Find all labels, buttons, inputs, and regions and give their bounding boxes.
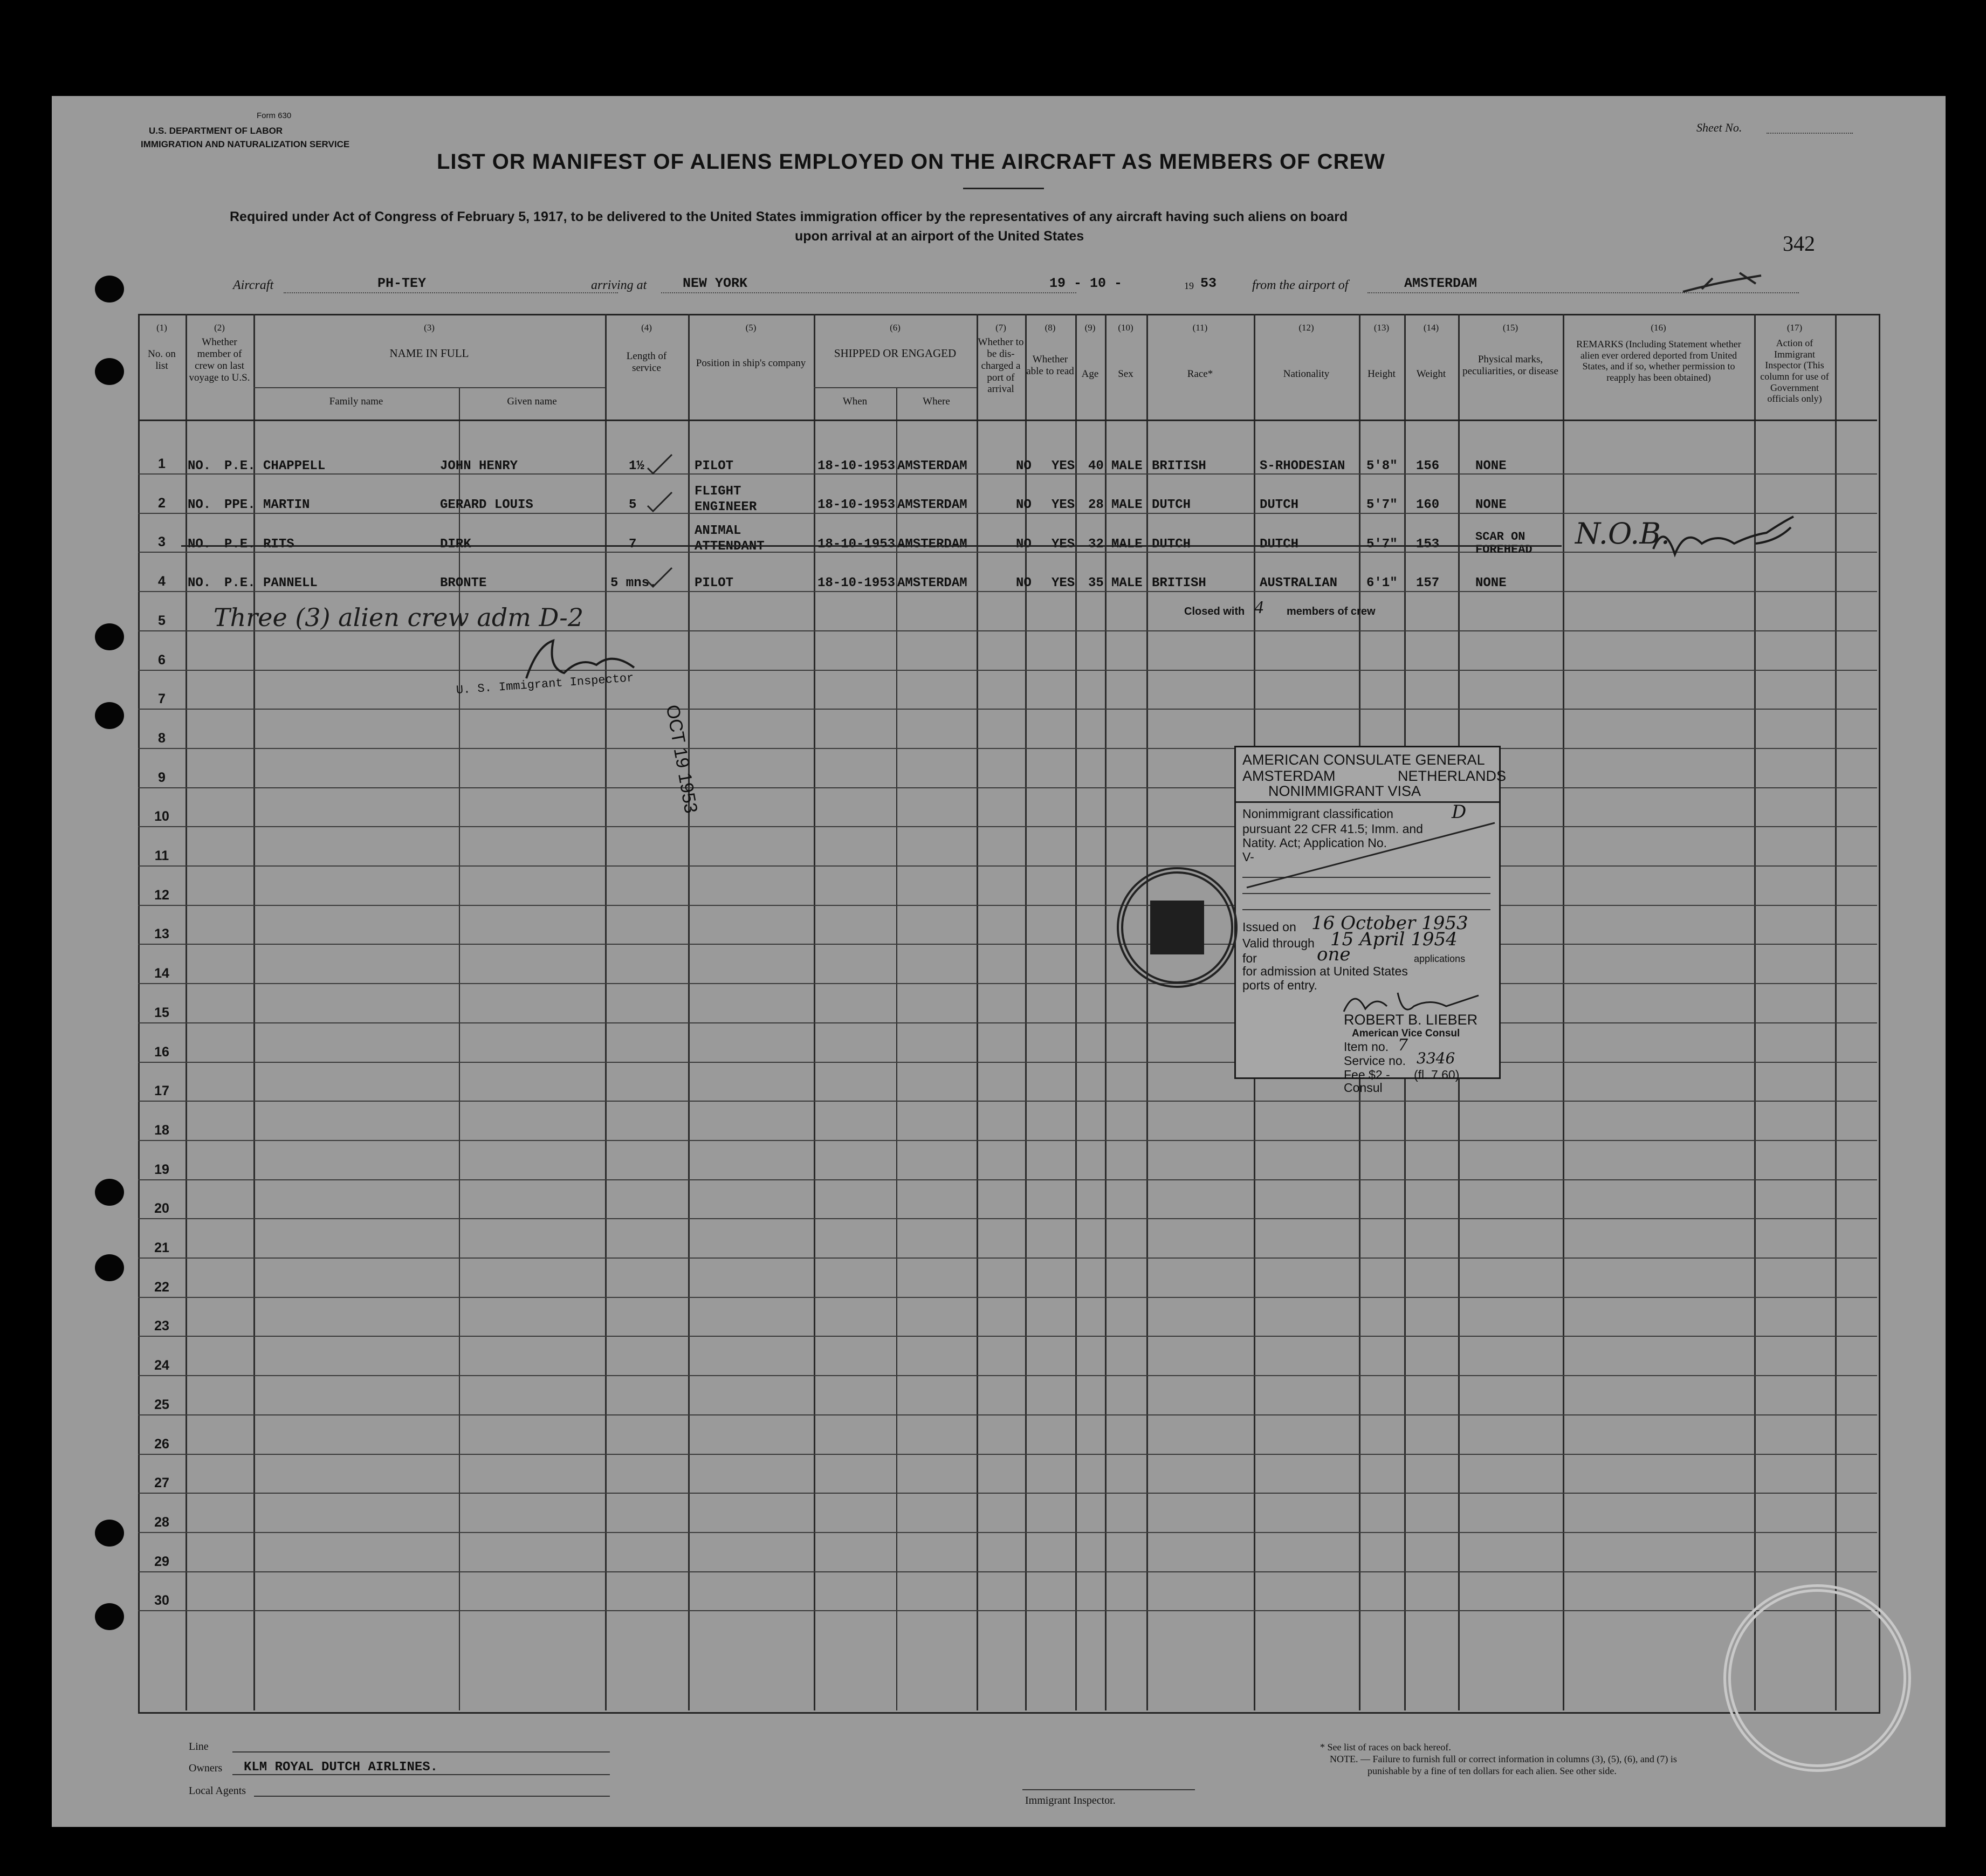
- visa-fee-label: Fee $2.-: [1344, 1068, 1390, 1082]
- col-divider: [1563, 314, 1564, 1710]
- cell-family-name: PPE. MARTIN: [224, 498, 310, 512]
- manifest-page: [52, 96, 1946, 1827]
- cell-race: BRITISH: [1152, 459, 1206, 473]
- binder-hole: [95, 1520, 124, 1547]
- footer-owners-label: Owners: [189, 1762, 223, 1774]
- cell-where: AMSTERDAM: [897, 459, 967, 473]
- cell-family-name: P.E. PANNELL: [224, 576, 318, 590]
- visa-for-value: one: [1317, 944, 1351, 965]
- row-number: 18: [154, 1122, 169, 1138]
- cell-nationality: DUTCH: [1260, 498, 1299, 512]
- cell-given-name: BRONTE: [440, 576, 487, 590]
- binder-hole: [95, 623, 124, 650]
- form-number: Form 630: [257, 111, 292, 120]
- visa-issued: 16 October 1953: [1311, 912, 1468, 934]
- row-rule: [138, 1414, 1877, 1415]
- column-subheader-where: Where: [923, 396, 950, 407]
- row-rule: [138, 513, 1877, 514]
- cell-given-name: JOHN HENRY: [440, 459, 518, 473]
- cell-when: 18-10-1953: [817, 459, 896, 473]
- row-number: 16: [154, 1044, 169, 1060]
- cell-height: 5'8": [1366, 459, 1398, 473]
- row-number: 13: [154, 926, 169, 942]
- footer-agents-rule: [254, 1796, 610, 1797]
- consul-title: American Vice Consul: [1352, 1028, 1460, 1039]
- row-rule: [138, 1493, 1877, 1494]
- inspector-label: U. S. Immigrant Inspector: [456, 671, 635, 697]
- cell-weight: 157: [1416, 576, 1440, 590]
- row-rule: [138, 473, 1877, 475]
- column-header-sex: Sex: [1118, 368, 1133, 380]
- footer-inspector-rule: [1022, 1789, 1195, 1790]
- footer-note-2: punishable by a fine of ten dollars for each alien. See other side.: [1367, 1765, 1617, 1776]
- footer-owners-value: KLM ROYAL DUTCH AIRLINES.: [244, 1760, 438, 1775]
- binder-hole: [95, 358, 124, 385]
- department-label: U.S. DEPARTMENT OF LABOR: [149, 126, 283, 136]
- page-title: LIST OR MANIFEST OF ALIENS EMPLOYED ON THE AIRCRAFT AS MEMBERS OF CREW: [437, 150, 1385, 174]
- row-number: 14: [154, 966, 169, 981]
- arrival-year: 53: [1200, 276, 1217, 291]
- row-rule: [138, 1218, 1877, 1219]
- cell-family-name: P.E. RITS: [224, 537, 294, 552]
- col-num: (16): [1651, 322, 1666, 333]
- row-number: 30: [154, 1593, 169, 1609]
- cell-sex: MALE: [1111, 459, 1143, 473]
- cell-marks: SCAR ON FOREHEAD: [1475, 530, 1533, 557]
- column-header-race: Race*: [1187, 368, 1213, 380]
- cell-race: DUTCH: [1152, 537, 1191, 552]
- visa-ports: ports of entry.: [1242, 978, 1317, 992]
- binder-hole: [95, 1179, 124, 1206]
- column-header-weight: Weight: [1416, 368, 1446, 380]
- footer-note-star: * See list of races on back hereof.: [1320, 1742, 1451, 1753]
- col-num: (8): [1044, 322, 1056, 333]
- fee-stamp: [1150, 901, 1204, 954]
- row-rule: [138, 865, 1877, 867]
- col-divider: [185, 314, 187, 1710]
- row-rule: [138, 1297, 1877, 1298]
- page-number: 342: [1783, 231, 1815, 256]
- row-number: 15: [154, 1005, 169, 1020]
- col-num: (7): [995, 322, 1006, 333]
- header-divider: [253, 387, 605, 388]
- row-number: 22: [154, 1279, 169, 1295]
- aircraft-label: Aircraft: [233, 278, 274, 292]
- column-header-age: Age: [1081, 368, 1099, 380]
- visa-for-suffix: applications: [1414, 953, 1466, 964]
- header-bottom-rule: [138, 420, 1877, 421]
- row-number: 9: [158, 769, 166, 785]
- cell-nationality: DUTCH: [1260, 537, 1299, 552]
- handwritten-crew-note: Three (3) alien crew adm D-2: [214, 603, 584, 632]
- cell-last-voyage: NO.: [188, 576, 211, 590]
- column-header-discharged: Whether to be dis-charged a port of arrival: [978, 336, 1024, 395]
- cell-last-voyage: NO.: [188, 498, 211, 512]
- col-num: (12): [1298, 322, 1314, 333]
- cell-age: 32: [1088, 537, 1104, 552]
- visa-blank-line: [1242, 909, 1490, 910]
- cell-race: BRITISH: [1152, 576, 1206, 590]
- remark-nob: N.O.B.: [1575, 517, 1671, 551]
- cell-height: 6'1": [1366, 576, 1398, 590]
- col-num: (2): [214, 322, 225, 333]
- row-rule: [138, 1257, 1877, 1259]
- cell-length: 5 mns.: [610, 576, 657, 590]
- footer-inspector-label: Immigrant Inspector.: [1025, 1795, 1116, 1806]
- col-divider: [605, 314, 607, 1710]
- row-rule: [138, 787, 1877, 788]
- cell-nationality: S-RHODESIAN: [1260, 459, 1345, 473]
- row-number: 21: [154, 1240, 169, 1255]
- binder-hole: [95, 276, 124, 303]
- cell-sex: MALE: [1111, 498, 1143, 512]
- cell-length: 7: [629, 537, 637, 552]
- row-rule: [138, 552, 1877, 553]
- column-subheader-family: Family name: [329, 396, 383, 407]
- cell-where: AMSTERDAM: [897, 498, 967, 512]
- subtitle-line-2: upon arrival at an airport of the United States: [795, 229, 1084, 244]
- footer-note-1: NOTE. — Failure to furnish full or correct information in columns (3), (5), (6), and (7) is: [1330, 1754, 1677, 1764]
- cell-discharged: NO: [1016, 498, 1032, 512]
- title-rule: [963, 188, 1044, 189]
- column-header-no: No. on list: [148, 348, 176, 372]
- row-number: 24: [154, 1358, 169, 1373]
- cell-where: AMSTERDAM: [897, 537, 967, 552]
- row-rule: [138, 1571, 1877, 1572]
- date-stamp: OCT 19 1953: [662, 703, 702, 815]
- col-divider: [253, 314, 255, 1710]
- visa-cancel-line: [1236, 807, 1499, 893]
- row-number: 6: [158, 652, 166, 668]
- col-divider: [688, 314, 690, 1710]
- cell-discharged: NO: [1016, 459, 1032, 473]
- visa-line-5: pursuant 22 CFR 41.5; Imm. and: [1242, 822, 1423, 836]
- row-number: 28: [154, 1514, 169, 1530]
- col-divider: [814, 314, 815, 1710]
- cell-sex: MALE: [1111, 576, 1143, 590]
- row-rule: [138, 905, 1877, 906]
- col-divider: [1835, 314, 1837, 1710]
- row-rule: [138, 1101, 1877, 1102]
- col-divider: [1025, 314, 1027, 1710]
- arriving-line: [661, 292, 1076, 293]
- cell-when: 18-10-1953: [817, 576, 896, 590]
- arrival-date: 19 - 10 -: [1049, 276, 1123, 291]
- col-num: (15): [1502, 322, 1518, 333]
- col-divider: [1146, 314, 1148, 1710]
- row-number: 12: [154, 887, 169, 903]
- visa-line-3: NONIMMIGRANT VISA: [1268, 783, 1421, 799]
- row-rule: [138, 1610, 1877, 1611]
- row-number: 8: [158, 730, 166, 746]
- service-label: IMMIGRATION AND NATURALIZATION SERVICE: [141, 139, 350, 149]
- year-prefix: 19: [1184, 280, 1194, 291]
- binder-hole: [95, 1603, 124, 1630]
- cell-marks: NONE: [1475, 459, 1507, 473]
- col-num: (6): [890, 322, 901, 333]
- cell-nationality: AUSTRALIAN: [1260, 576, 1338, 590]
- row-rule: [138, 1336, 1877, 1337]
- closed-with-count: 4: [1254, 597, 1263, 617]
- column-subheader-when: When: [842, 396, 868, 407]
- footer-agents-label: Local Agents: [189, 1785, 246, 1797]
- col-num: (17): [1786, 322, 1803, 333]
- cell-where: AMSTERDAM: [897, 576, 967, 590]
- col-num: (11): [1192, 322, 1208, 333]
- row-number: 29: [154, 1554, 169, 1569]
- col-num: (10): [1118, 322, 1133, 333]
- visa-admission: for admission at United States: [1242, 964, 1408, 978]
- binder-hole: [95, 1254, 124, 1281]
- visa-consul-label: Consul: [1344, 1081, 1383, 1095]
- footer-line-rule: [232, 1751, 610, 1753]
- column-header-read: Whether able to read: [1026, 354, 1074, 377]
- footer-line-label: Line: [189, 1741, 209, 1753]
- binder-hole: [95, 702, 124, 729]
- visa-line-2b: NETHERLANDS: [1398, 768, 1507, 784]
- col-num: (14): [1423, 322, 1439, 333]
- row-rule: [138, 1179, 1877, 1180]
- cell-height: 5'7": [1366, 537, 1398, 552]
- row-rule: [138, 983, 1877, 984]
- cell-weight: 153: [1416, 537, 1440, 552]
- cell-marks: NONE: [1475, 498, 1507, 512]
- col-num: (9): [1084, 322, 1096, 333]
- row-number: 20: [154, 1201, 169, 1217]
- sheet-label: Sheet No.: [1696, 121, 1742, 134]
- faded-seal: [1723, 1584, 1911, 1772]
- row-rule: [138, 1022, 1877, 1023]
- row-number: 4: [158, 574, 166, 589]
- cell-age: 35: [1088, 576, 1104, 590]
- row-rule: [138, 826, 1877, 827]
- col-divider: [1075, 314, 1077, 1710]
- closed-with-suffix: members of crew: [1287, 606, 1376, 617]
- cell-length: 1½: [629, 459, 644, 473]
- col-num: (3): [424, 322, 435, 333]
- cell-position: PILOT: [695, 459, 734, 473]
- col-divider: [1105, 314, 1107, 1710]
- row-number: 5: [158, 613, 166, 628]
- column-header-marks: Physical marks, peculiarities, or disease: [1462, 354, 1558, 377]
- visa-service-label: Service no.: [1344, 1054, 1406, 1068]
- col-num: (1): [156, 322, 167, 333]
- visa-line-2a: AMSTERDAM: [1242, 768, 1336, 784]
- visa-item: 7: [1398, 1036, 1408, 1055]
- cell-position: ANIMAL ATTENDANT: [695, 524, 765, 554]
- cell-read: YES: [1052, 537, 1075, 552]
- cell-when: 18-10-1953: [817, 537, 896, 552]
- cell-length: 5: [629, 498, 637, 512]
- row-number: 27: [154, 1475, 169, 1491]
- visa-for-label: for: [1242, 951, 1257, 965]
- visa-classification: D: [1452, 801, 1467, 823]
- column-subheader-given: Given name: [507, 396, 557, 407]
- row-number: 10: [154, 809, 169, 824]
- cell-sex: MALE: [1111, 537, 1143, 552]
- subtitle-line-1: Required under Act of Congress of February 5, 1917, to be delivered to the United States immigration officer by the representatives of any aircraft having such aliens on board: [230, 209, 1348, 224]
- visa-stamp: [1234, 746, 1507, 1095]
- cell-read: YES: [1052, 459, 1075, 473]
- from-label: from the airport of: [1252, 278, 1349, 292]
- row-rule: [138, 1532, 1877, 1533]
- cell-when: 18-10-1953: [817, 498, 896, 512]
- visa-line-7: V-: [1242, 850, 1254, 864]
- visa-line-6: Natity. Act; Application No.: [1242, 836, 1387, 850]
- cell-age: 28: [1088, 498, 1104, 512]
- row-rule: [138, 748, 1877, 749]
- row-rule: [138, 1140, 1877, 1141]
- row-rule: [138, 591, 1877, 592]
- check-marks: [645, 452, 677, 592]
- visa-fee-value: (fl. 7.60): [1414, 1068, 1460, 1082]
- cell-last-voyage: NO.: [188, 459, 211, 473]
- strikethrough-line: [181, 545, 1562, 547]
- row-rule: [138, 1454, 1877, 1455]
- visa-line-4: Nonimmigrant classification: [1242, 807, 1393, 821]
- row-number: 23: [154, 1318, 169, 1334]
- visa-line-1: AMERICAN CONSULATE GENERAL: [1242, 752, 1485, 768]
- cell-given-name: DIRK: [440, 537, 471, 552]
- cell-age: 40: [1088, 459, 1104, 473]
- cell-read: YES: [1052, 576, 1075, 590]
- row-number: 3: [158, 534, 166, 550]
- consul-name: ROBERT B. LIEBER: [1344, 1012, 1478, 1028]
- visa-service: 3346: [1417, 1049, 1455, 1067]
- row-rule: [138, 1062, 1877, 1063]
- column-header-length: Length of service: [626, 351, 667, 374]
- row-number: 26: [154, 1436, 169, 1452]
- visa-blank-line: [1242, 893, 1490, 894]
- airplane-pen-mark: [1680, 267, 1767, 300]
- row-number: 19: [154, 1162, 169, 1177]
- cell-family-name: P.E. CHAPPELL: [224, 459, 326, 473]
- visa-valid: 15 April 1954: [1330, 929, 1458, 950]
- aircraft-line: [284, 292, 618, 293]
- cell-last-voyage: NO.: [188, 537, 211, 552]
- row-number: 1: [158, 456, 166, 471]
- column-header-inspector-action: Action of Immigrant Inspector (This column for use of Government officials only): [1760, 338, 1829, 404]
- row-rule: [138, 709, 1877, 710]
- cell-position: PILOT: [695, 576, 734, 590]
- visa-valid-label: Valid through: [1242, 936, 1315, 950]
- column-header-height: Height: [1367, 368, 1396, 380]
- col-divider: [977, 314, 978, 1710]
- cell-discharged: NO: [1016, 537, 1032, 552]
- column-header-remarks: REMARKS (Including Statement whether alien ever ordered deported from United States, and if so, whether permission to reapply has been obtained): [1576, 339, 1741, 383]
- aircraft-value: PH-TEY: [377, 276, 427, 291]
- cell-weight: 156: [1416, 459, 1440, 473]
- closed-with-label: Closed with: [1184, 606, 1245, 617]
- from-value: AMSTERDAM: [1404, 276, 1478, 291]
- row-number: 11: [154, 848, 169, 863]
- row-number: 7: [158, 691, 166, 707]
- sheet-number-line: [1767, 133, 1853, 134]
- col-num: (4): [641, 322, 652, 333]
- row-rule: [138, 944, 1877, 945]
- header-divider: [814, 387, 977, 388]
- row-rule: [138, 1375, 1877, 1376]
- remark-signature: [1648, 511, 1799, 571]
- cell-given-name: GERARD LOUIS: [440, 498, 533, 512]
- col-num: (5): [745, 322, 757, 333]
- footer-owners-rule: [232, 1774, 610, 1775]
- row-rule: [138, 670, 1877, 671]
- col-num: (13): [1373, 322, 1390, 333]
- arriving-label: arriving at: [591, 278, 647, 292]
- column-header-shipped: SHIPPED OR ENGAGED: [834, 347, 957, 360]
- cell-race: DUTCH: [1152, 498, 1191, 512]
- arriving-value: NEW YORK: [683, 276, 748, 291]
- row-number: 17: [154, 1083, 169, 1099]
- column-header-last-voyage: Whether member of crew on last voyage to U.S.: [189, 336, 250, 383]
- consulate-seal: [1117, 867, 1238, 988]
- cell-marks: NONE: [1475, 576, 1507, 590]
- visa-issued-label: Issued on: [1242, 920, 1296, 934]
- cell-position: FLIGHT ENGINEER: [695, 484, 757, 514]
- visa-item-label: Item no.: [1344, 1040, 1389, 1054]
- column-header-nationality: Nationality: [1283, 368, 1330, 380]
- cell-read: YES: [1052, 498, 1075, 512]
- cell-discharged: NO: [1016, 576, 1032, 590]
- cell-weight: 160: [1416, 498, 1440, 512]
- cell-height: 5'7": [1366, 498, 1398, 512]
- row-number: 2: [158, 495, 166, 511]
- row-number: 25: [154, 1397, 169, 1412]
- column-header-name: NAME IN FULL: [389, 347, 469, 360]
- column-header-position: Position in ship's company: [696, 358, 806, 369]
